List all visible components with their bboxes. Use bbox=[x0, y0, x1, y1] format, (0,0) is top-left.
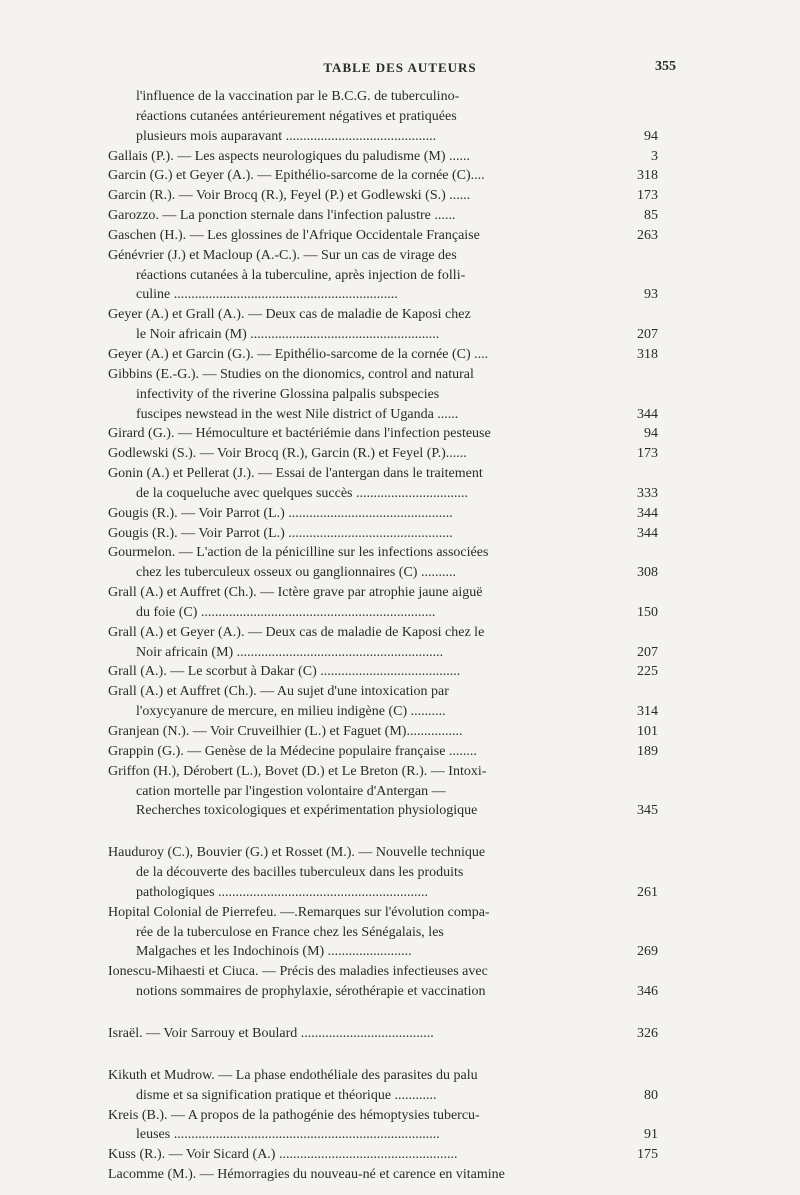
index-entry bbox=[108, 543, 658, 583]
entry-line: Granjean (N.). — Voir Cruveilhier (L.) et Faguet (M)................ bbox=[108, 724, 463, 739]
index-entry bbox=[108, 1145, 658, 1165]
entry-line: Gougis (R.). — Voir Parrot (L.) ............................................... bbox=[108, 505, 453, 521]
entry-line: Grall (A.) et Auffret (Ch.). — Ictère grave par atrophie jaune aiguë bbox=[108, 585, 483, 601]
entry-line: fuscipes newstead in the west Nile district of Uganda ...... bbox=[136, 406, 459, 422]
entry-page-number: 326 bbox=[637, 1025, 658, 1041]
entry-line: Grall (A.). — Le scorbut à Dakar (C) ........................................ bbox=[108, 664, 461, 680]
section-gap bbox=[108, 1044, 658, 1066]
entry-line: Hauduroy (C.), Bouvier (G.) et Rosset (M.). — Nouvelle technique bbox=[108, 845, 486, 861]
entry-line: Grappin (G.). — Genèse de la Médecine populaire française ........ bbox=[108, 743, 477, 759]
index-entry bbox=[108, 504, 658, 524]
entry-page-number: 93 bbox=[644, 287, 658, 303]
entry-page-number: 207 bbox=[637, 644, 658, 660]
index-entry bbox=[108, 186, 658, 206]
entry-page-number: 94 bbox=[644, 426, 658, 442]
entry-page-number: 308 bbox=[637, 565, 658, 581]
index-entry bbox=[108, 762, 658, 822]
entry-line: l'oxycyanure de mercure, en milieu indigène (C) .......... bbox=[136, 704, 446, 720]
index-entry bbox=[108, 623, 658, 663]
index-entry bbox=[108, 365, 658, 425]
entry-line: Garcin (R.). — Voir Brocq (R.), Feyel (P.) et Godlewski (S.) ...... bbox=[108, 188, 471, 204]
index-entry bbox=[108, 1024, 658, 1044]
index-entry bbox=[108, 305, 658, 345]
entry-line: le Noir africain (M) ...................................................... bbox=[136, 327, 440, 343]
entry-line: Génévrier (J.) et Macloup (A.-C.). — Sur un cas de virage des bbox=[108, 247, 457, 263]
entry-page-number: 173 bbox=[637, 446, 658, 462]
entry-line: Grall (A.) et Auffret (Ch.). — Au sujet d'une intoxication par bbox=[108, 684, 449, 700]
index-entry bbox=[108, 722, 658, 742]
entry-line: culine ................................................................ bbox=[136, 287, 398, 303]
entry-page-number: 346 bbox=[637, 984, 658, 1000]
entry-line: Recherches toxicologiques et expérimentation physiologique bbox=[136, 803, 478, 819]
entry-page-number: 333 bbox=[637, 485, 658, 501]
entry-page-number: 150 bbox=[637, 604, 658, 620]
entry-page-number: 173 bbox=[637, 188, 658, 204]
index-entry bbox=[108, 226, 658, 246]
entry-line: disme et sa signification pratique et théorique ............ bbox=[136, 1087, 437, 1103]
entry-line: Gallais (P.). — Les aspects neurologiques du paludisme (M) ...... bbox=[108, 148, 470, 164]
entry-page-number: 85 bbox=[644, 208, 658, 224]
entry-line: Grall (A.) et Geyer (A.). — Deux cas de maladie de Kaposi chez le bbox=[108, 624, 485, 640]
entry-page-number: 94 bbox=[644, 128, 658, 144]
section-gap bbox=[108, 821, 658, 843]
entry-line: Griffon (H.), Dérobert (L.), Bovet (D.) et Le Breton (R.). — Intoxi- bbox=[108, 763, 487, 779]
entry-page-number: 225 bbox=[637, 664, 658, 680]
entry-page-number: 189 bbox=[637, 743, 658, 759]
entry-page-number: 269 bbox=[637, 944, 658, 960]
index-entry bbox=[108, 682, 658, 722]
entry-line: rée de la tuberculose en France chez les Sénégalais, les bbox=[136, 924, 444, 940]
page-number: 355 bbox=[655, 59, 676, 74]
entry-page-number: 318 bbox=[637, 168, 658, 184]
section-gap bbox=[108, 1002, 658, 1024]
entry-line: Hopital Colonial de Pierrefeu. —.Remarques sur l'évolution compa- bbox=[108, 904, 490, 920]
entry-line: Geyer (A.) et Grall (A.). — Deux cas de maladie de Kaposi chez bbox=[108, 307, 471, 323]
index-entry bbox=[108, 345, 658, 365]
index-entry bbox=[108, 444, 658, 464]
entry-page-number: 3 bbox=[651, 148, 658, 164]
index-entry bbox=[108, 1106, 658, 1146]
entry-line: Gonin (A.) et Pellerat (J.). — Essai de l'antergan dans le traitement bbox=[108, 466, 483, 482]
entry-page-number: 263 bbox=[637, 227, 658, 243]
entry-page-number: 207 bbox=[637, 327, 658, 343]
index-entry bbox=[108, 424, 658, 444]
entry-page-number: 314 bbox=[637, 704, 658, 720]
entry-line: Gourmelon. — L'action de la pénicilline sur les infections associées bbox=[108, 545, 489, 561]
entry-line: Geyer (A.) et Garcin (G.). — Epithélio-sarcome de la cornée (C) .... bbox=[108, 346, 489, 362]
entry-line: pathologiques ............................................................ bbox=[136, 884, 429, 900]
index-entry bbox=[108, 464, 658, 504]
entry-line: plusieurs mois auparavant ........................................... bbox=[136, 128, 437, 144]
entry-page-number: 344 bbox=[637, 406, 658, 422]
index-entry bbox=[108, 742, 658, 762]
author-index bbox=[108, 87, 658, 1185]
entry-page-number: 80 bbox=[644, 1087, 658, 1103]
entry-line: infectivity of the riverine Glossina palpalis subspecies bbox=[136, 386, 440, 402]
entry-page-number: 344 bbox=[637, 505, 658, 521]
index-entry bbox=[108, 962, 658, 1002]
entry-line: Garcin (G.) et Geyer (A.). — Epithélio-sarcome de la cornée (C).... bbox=[108, 168, 485, 184]
entry-line: chez les tuberculeux osseux ou ganglionnaires (C) .......... bbox=[136, 565, 456, 581]
entry-line: notions sommaires de prophylaxie, sérothérapie et vaccination bbox=[136, 984, 486, 1000]
entry-line: leuses ............................................................................ bbox=[136, 1127, 440, 1143]
entry-line: Kikuth et Mudrow. — La phase endothéliale des parasites du palu bbox=[108, 1067, 478, 1083]
entry-line: du foie (C) ................................................................... bbox=[136, 604, 436, 620]
entry-line: Noir africain (M) ........................................................... bbox=[136, 644, 444, 660]
index-entry bbox=[108, 166, 658, 186]
entry-line: Garozzo. — La ponction sternale dans l'infection palustre ...... bbox=[108, 208, 456, 224]
entry-page-number: 318 bbox=[637, 346, 658, 362]
entry-line: Lacomme (M.). — Hémorragies du nouveau-né et carence en vitamine bbox=[108, 1167, 505, 1183]
entry-line: cation mortelle par l'ingestion volontaire d'Antergan — bbox=[136, 783, 446, 799]
index-entry bbox=[108, 843, 658, 903]
entry-line: réactions cutanées antérieurement négatives et pratiquées bbox=[136, 108, 457, 124]
entry-page-number: 175 bbox=[637, 1147, 658, 1163]
entry-line: de la coqueluche avec quelques succès ................................ bbox=[136, 485, 469, 501]
index-entry bbox=[108, 206, 658, 226]
index-entry bbox=[108, 903, 658, 963]
index-entry bbox=[108, 1066, 658, 1106]
entry-line: l'influence de la vaccination par le B.C.G. de tuberculino- bbox=[136, 89, 460, 104]
entry-line: Malgaches et les Indochinois (M) ........................ bbox=[136, 944, 412, 960]
entry-line: Godlewski (S.). — Voir Brocq (R.), Garcin (R.) et Feyel (P.)...... bbox=[108, 446, 467, 462]
entry-line: Kuss (R.). — Voir Sicard (A.) ................................................... bbox=[108, 1147, 458, 1163]
index-entry bbox=[108, 87, 658, 147]
entry-line: Gougis (R.). — Voir Parrot (L.) ............................................... bbox=[108, 525, 453, 541]
index-entry bbox=[108, 524, 658, 544]
entry-line: Kreis (B.). — A propos de la pathogénie des hémoptysies tubercu- bbox=[108, 1107, 480, 1123]
entry-page-number: 101 bbox=[637, 724, 658, 739]
entry-line: réactions cutanées à la tuberculine, après injection de folli- bbox=[136, 267, 466, 283]
running-title: TABLE DES AUTEURS bbox=[323, 60, 477, 75]
entry-line: Gaschen (H.). — Les glossines de l'Afrique Occidentale Française bbox=[108, 227, 480, 243]
entry-page-number: 91 bbox=[644, 1127, 658, 1143]
entry-line: Girard (G.). — Hémoculture et bactériémie dans l'infection pesteuse bbox=[108, 426, 491, 442]
entry-page-number: 261 bbox=[637, 884, 658, 900]
entry-page-number: 345 bbox=[637, 803, 658, 819]
entry-line: Israël. — Voir Sarrouy et Boulard ...................................... bbox=[108, 1025, 434, 1041]
entry-line: de la découverte des bacilles tuberculeux dans les produits bbox=[136, 865, 464, 881]
entry-line: Ionescu-Mihaesti et Ciuca. — Précis des maladies infectieuses avec bbox=[108, 964, 488, 980]
index-entry bbox=[108, 246, 658, 306]
index-entry bbox=[108, 1165, 658, 1185]
index-entry bbox=[108, 662, 658, 682]
index-entry bbox=[108, 583, 658, 623]
entry-page-number: 344 bbox=[637, 525, 658, 541]
index-entry bbox=[108, 147, 658, 167]
entry-line: Gibbins (E.-G.). — Studies on the dionomics, control and natural bbox=[108, 366, 474, 382]
